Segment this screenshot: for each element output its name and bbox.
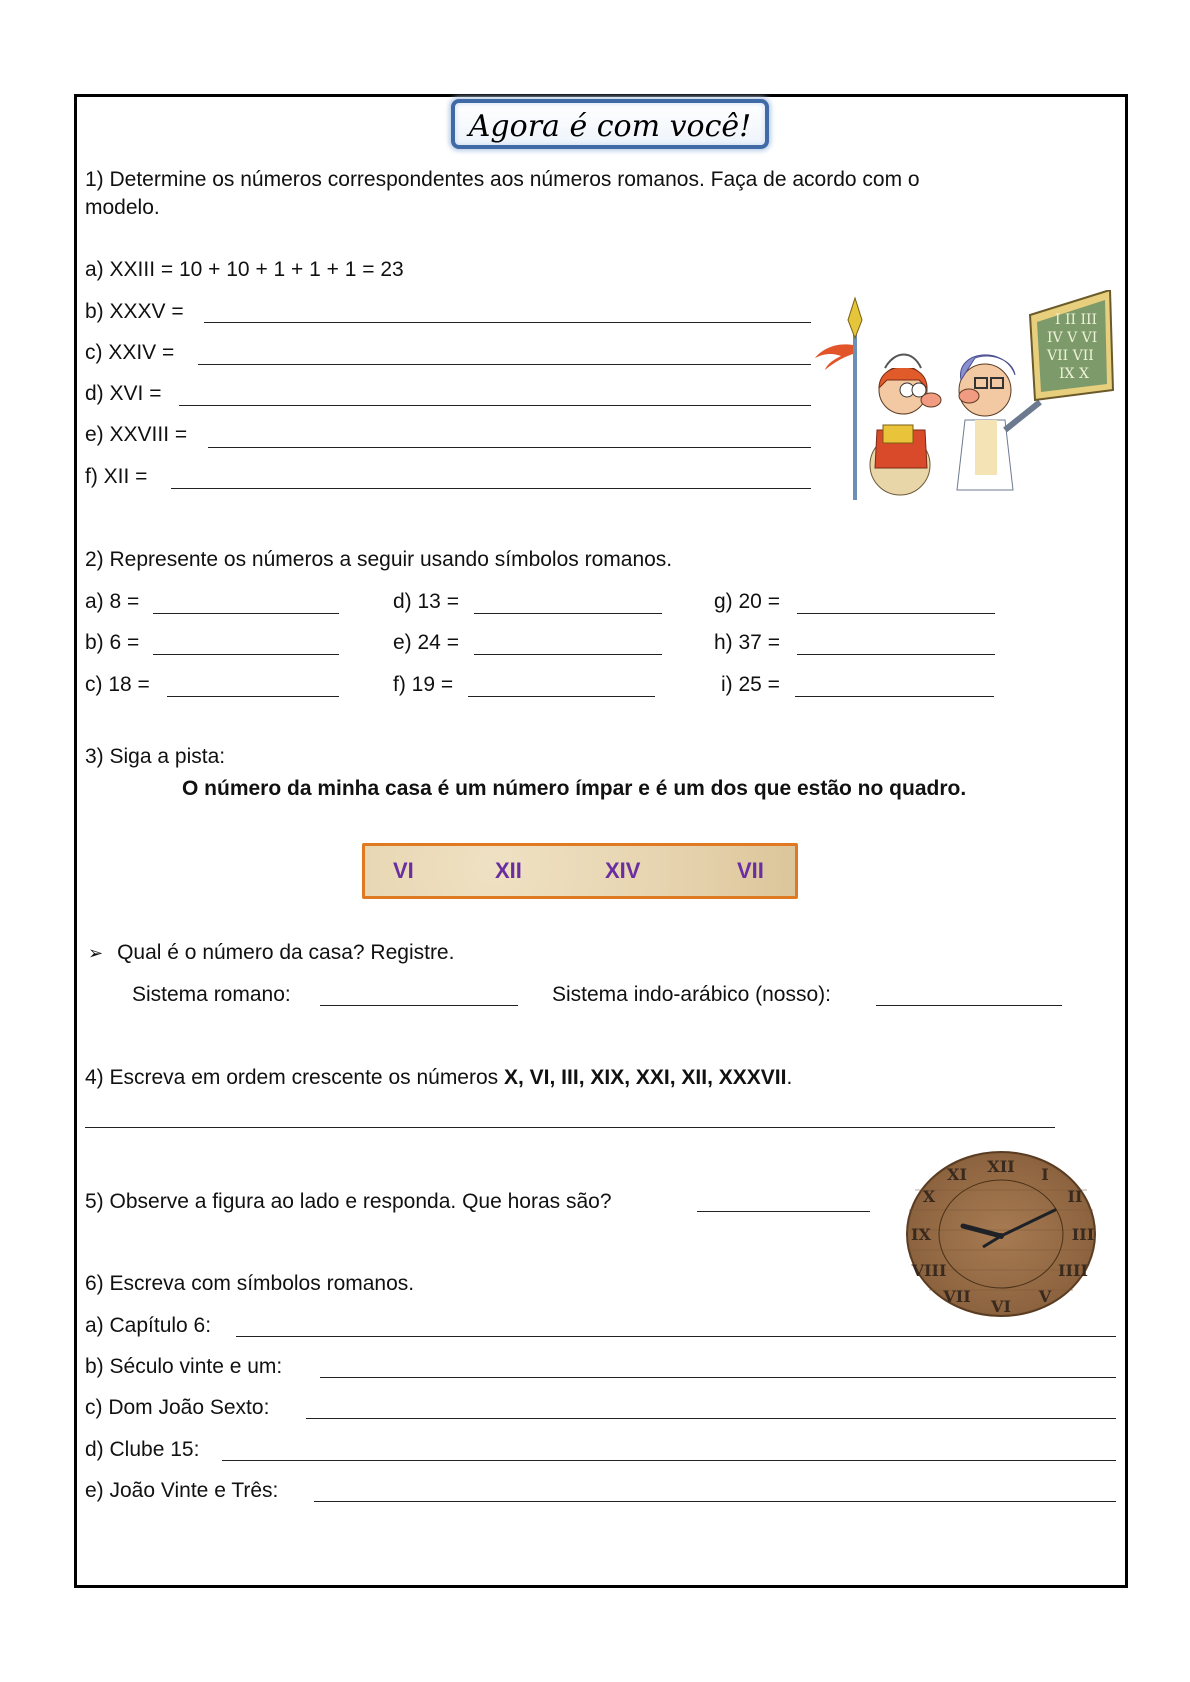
q6-item-label: c) Dom João Sexto: bbox=[85, 1396, 270, 1419]
q2-answer-line-h[interactable] bbox=[797, 654, 995, 655]
clue-option-3: XIV bbox=[605, 858, 641, 883]
svg-text:VI: VI bbox=[991, 1297, 1011, 1316]
q1-item-c bbox=[85, 341, 174, 365]
q2-item-d bbox=[393, 590, 459, 614]
svg-text:I: I bbox=[1041, 1165, 1049, 1184]
q1-item-b bbox=[85, 300, 184, 324]
q1-prompt-line2: modelo. bbox=[85, 196, 160, 219]
roman-numerals-box bbox=[362, 843, 798, 899]
q2-answer-line-g[interactable] bbox=[797, 613, 995, 614]
q5-prompt: 5) Observe a figura ao lado e responda. Que horas são? bbox=[85, 1190, 612, 1213]
q3-roman-label: Sistema romano: bbox=[132, 983, 291, 1006]
q3-clue: O número da minha casa é um número ímpar e é um dos que estão no quadro. bbox=[182, 777, 967, 800]
q6-item-label: b) Século vinte e um: bbox=[85, 1355, 283, 1378]
q1-item-f bbox=[85, 465, 147, 489]
q2-item-label: c) 18 = bbox=[85, 673, 150, 696]
q2-answer-line-a[interactable] bbox=[153, 613, 339, 614]
q2-answer-line-f[interactable] bbox=[468, 696, 655, 697]
q2-item-label: g) 20 = bbox=[714, 590, 780, 613]
svg-text:XI: XI bbox=[947, 1165, 967, 1184]
q4-prompt-text: 4) Escreva em ordem crescente os números bbox=[85, 1066, 504, 1089]
svg-text:V: V bbox=[1038, 1287, 1052, 1306]
board-text-line2: IV V VI bbox=[1047, 330, 1098, 346]
q2-answer-line-d[interactable] bbox=[474, 613, 662, 614]
q2-item-label: h) 37 = bbox=[714, 631, 780, 654]
wall-clock-illustration bbox=[905, 1150, 1097, 1318]
q1-answer-line-d[interactable] bbox=[179, 405, 811, 406]
q6-item-label: e) João Vinte e Três: bbox=[85, 1479, 279, 1502]
svg-text:VIII: VIII bbox=[911, 1261, 947, 1280]
q1-item-d bbox=[85, 382, 161, 406]
q6-item-d bbox=[85, 1438, 199, 1462]
q1-prompt-line1: 1) Determine os números correspondentes aos números romanos. Faça de acordo com o bbox=[85, 168, 920, 191]
svg-text:IIII: IIII bbox=[1058, 1261, 1088, 1280]
q2-prompt: 2) Represente os números a seguir usando símbolos romanos. bbox=[85, 548, 673, 571]
q1-item-label: b) XXXV = bbox=[85, 300, 184, 323]
q6-item-b bbox=[85, 1355, 282, 1379]
q6-item-label: a) Capítulo 6: bbox=[85, 1314, 212, 1337]
q1-answer-line-c[interactable] bbox=[198, 364, 811, 365]
q4-answer-line[interactable] bbox=[85, 1127, 1055, 1128]
q3-prompt: 3) Siga a pista: bbox=[85, 745, 226, 768]
q2-item-i bbox=[721, 673, 780, 697]
q4-numbers: X, VI, III, XIX, XXI, XII, XXXVII bbox=[504, 1066, 787, 1089]
svg-text:XII: XII bbox=[987, 1157, 1015, 1176]
q2-item-label: i) 25 = bbox=[721, 673, 780, 696]
q6-answer-line-d[interactable] bbox=[222, 1460, 1116, 1461]
arrow-bullet-icon: ➢ bbox=[88, 943, 104, 963]
q4-prompt bbox=[85, 1066, 792, 1090]
q2-item-f bbox=[393, 673, 453, 697]
q3-arabic-answer-line[interactable] bbox=[876, 1005, 1062, 1006]
q6-answer-line-a[interactable] bbox=[236, 1336, 1116, 1337]
q2-item-h bbox=[714, 631, 780, 655]
q6-answer-line-c[interactable] bbox=[306, 1418, 1116, 1419]
q1-item-label: d) XVI = bbox=[85, 382, 162, 405]
q2-answer-line-b[interactable] bbox=[153, 654, 339, 655]
q3-arabic-label: Sistema indo-arábico (nosso): bbox=[552, 983, 831, 1006]
q1-example: a) XXIII = 10 + 10 + 1 + 1 + 1 = 23 bbox=[85, 258, 404, 281]
page-title: Agora é com você! bbox=[468, 109, 752, 144]
q1-item-label: f) XII = bbox=[85, 465, 148, 488]
q2-item-label: d) 13 = bbox=[393, 590, 459, 613]
q6-prompt: 6) Escreva com símbolos romanos. bbox=[85, 1272, 415, 1295]
q6-item-label: d) Clube 15: bbox=[85, 1438, 200, 1461]
q1-item-label: e) XXVIII = bbox=[85, 423, 188, 446]
svg-text:III: III bbox=[1071, 1225, 1095, 1244]
q6-answer-line-b[interactable] bbox=[320, 1377, 1116, 1378]
q2-item-label: a) 8 = bbox=[85, 590, 140, 613]
q2-item-a bbox=[85, 590, 139, 614]
q3-question-row bbox=[88, 941, 454, 965]
q6-item-e bbox=[85, 1479, 278, 1503]
q2-answer-line-c[interactable] bbox=[167, 696, 339, 697]
q2-answer-line-e[interactable] bbox=[474, 654, 662, 655]
q1-answer-line-e[interactable] bbox=[208, 447, 811, 448]
svg-text:II: II bbox=[1067, 1187, 1083, 1206]
q5-answer-line[interactable] bbox=[697, 1211, 870, 1212]
q2-item-label: e) 24 = bbox=[393, 631, 459, 654]
board-text-line3: VII VII bbox=[1047, 348, 1094, 364]
q6-item-a bbox=[85, 1314, 211, 1338]
q2-item-b bbox=[85, 631, 139, 655]
clue-option-1: VI bbox=[393, 858, 414, 883]
q2-item-e bbox=[393, 631, 459, 655]
q1-item-label: c) XXIV = bbox=[85, 341, 175, 364]
clue-option-4: VII bbox=[737, 858, 764, 883]
q4-period: . bbox=[786, 1066, 793, 1089]
q3-roman-answer-line[interactable] bbox=[320, 1005, 518, 1006]
board-text-line4: IX X bbox=[1059, 366, 1089, 382]
q1-answer-line-b[interactable] bbox=[204, 322, 811, 323]
q2-item-label: b) 6 = bbox=[85, 631, 140, 654]
q1-answer-line-f[interactable] bbox=[171, 488, 811, 489]
q1-item-e bbox=[85, 423, 187, 447]
q6-answer-line-e[interactable] bbox=[314, 1501, 1116, 1502]
q2-item-label: f) 19 = bbox=[393, 673, 454, 696]
board-text-line1: I II III bbox=[1055, 312, 1098, 328]
q2-answer-line-i[interactable] bbox=[795, 696, 994, 697]
svg-text:VII: VII bbox=[943, 1287, 971, 1306]
q2-item-g bbox=[714, 590, 780, 614]
q6-item-c bbox=[85, 1396, 269, 1420]
svg-text:IX: IX bbox=[911, 1225, 931, 1244]
clue-option-2: XII bbox=[495, 858, 522, 883]
svg-text:X: X bbox=[922, 1187, 936, 1206]
title-banner bbox=[451, 99, 769, 149]
q2-item-c bbox=[85, 673, 150, 697]
q3-question: Qual é o número da casa? Registre. bbox=[117, 941, 455, 964]
roman-soldier-professor-illustration bbox=[815, 290, 1115, 505]
